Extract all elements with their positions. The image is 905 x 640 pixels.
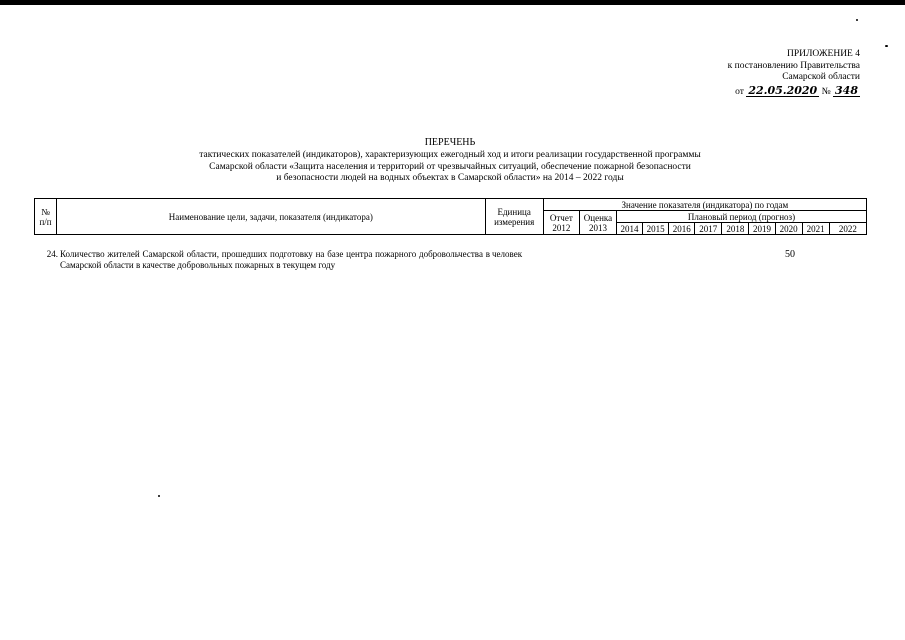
header-year-2017: 2017 xyxy=(695,223,722,235)
header-year-2020: 2020 xyxy=(775,223,802,235)
number-prefix: № xyxy=(821,86,831,97)
appendix-block xyxy=(660,49,860,98)
row-number: 24. xyxy=(46,249,58,259)
header-report: Отчет 2012 xyxy=(543,211,579,235)
scan-speck xyxy=(158,495,160,497)
scan-speck xyxy=(856,19,858,21)
heading-line-1: тактических показателей (индикаторов), характеризующих ежегодный ход и итоги реализации государственной программы xyxy=(199,149,701,160)
header-plan-period: Плановый период (прогноз) xyxy=(617,211,867,223)
header-year-2014: 2014 xyxy=(617,223,643,235)
document-heading xyxy=(100,137,800,185)
heading-title: ПЕРЕЧЕНЬ xyxy=(424,137,476,148)
header-year-2018: 2018 xyxy=(722,223,749,235)
header-year-2021: 2021 xyxy=(802,223,829,235)
row-indicator-name: Количество жителей Самарской области, прошедших подготовку на базе центра пожарного добровольчества в Самарской области в качестве добровольных пожарных в текущем году xyxy=(60,249,490,270)
scan-top-edge xyxy=(0,0,905,5)
appendix-line-2: Самарской области xyxy=(782,72,860,82)
row-value: 50 xyxy=(785,249,795,260)
table-row xyxy=(34,249,867,277)
appendix-date-row xyxy=(660,85,860,99)
row-unit: человек xyxy=(492,249,523,259)
heading-line-2: Самарской области «Защита населения и территорий от чрезвычайных ситуаций, обеспечение пожарной безопасности xyxy=(209,161,691,172)
date-prefix: от xyxy=(735,86,744,97)
appendix-line-1: к постановлению Правительства xyxy=(727,60,860,71)
heading-line-3: и безопасности людей на водных объектах в Самарской области» на 2014 – 2022 годы xyxy=(276,173,624,184)
header-num: № п/п xyxy=(35,199,57,235)
header-year-2015: 2015 xyxy=(643,223,669,235)
header-year-2016: 2016 xyxy=(669,223,695,235)
header-values-by-year: Значение показателя (индикатора) по годам xyxy=(543,199,866,211)
handwritten-date: 22.05.2020 xyxy=(748,83,818,97)
header-unit: Единица измерения xyxy=(485,199,543,235)
header-name: Наименование цели, задачи, показателя (индикатора) xyxy=(57,199,486,235)
appendix-title: ПРИЛОЖЕНИЕ 4 xyxy=(786,49,860,59)
header-year-2022: 2022 xyxy=(829,223,866,235)
scan-speck xyxy=(885,45,888,47)
header-estimate: Оценка 2013 xyxy=(579,211,616,235)
indicator-table-header xyxy=(34,198,867,235)
handwritten-number: 348 xyxy=(835,83,858,97)
header-year-2019: 2019 xyxy=(749,223,775,235)
